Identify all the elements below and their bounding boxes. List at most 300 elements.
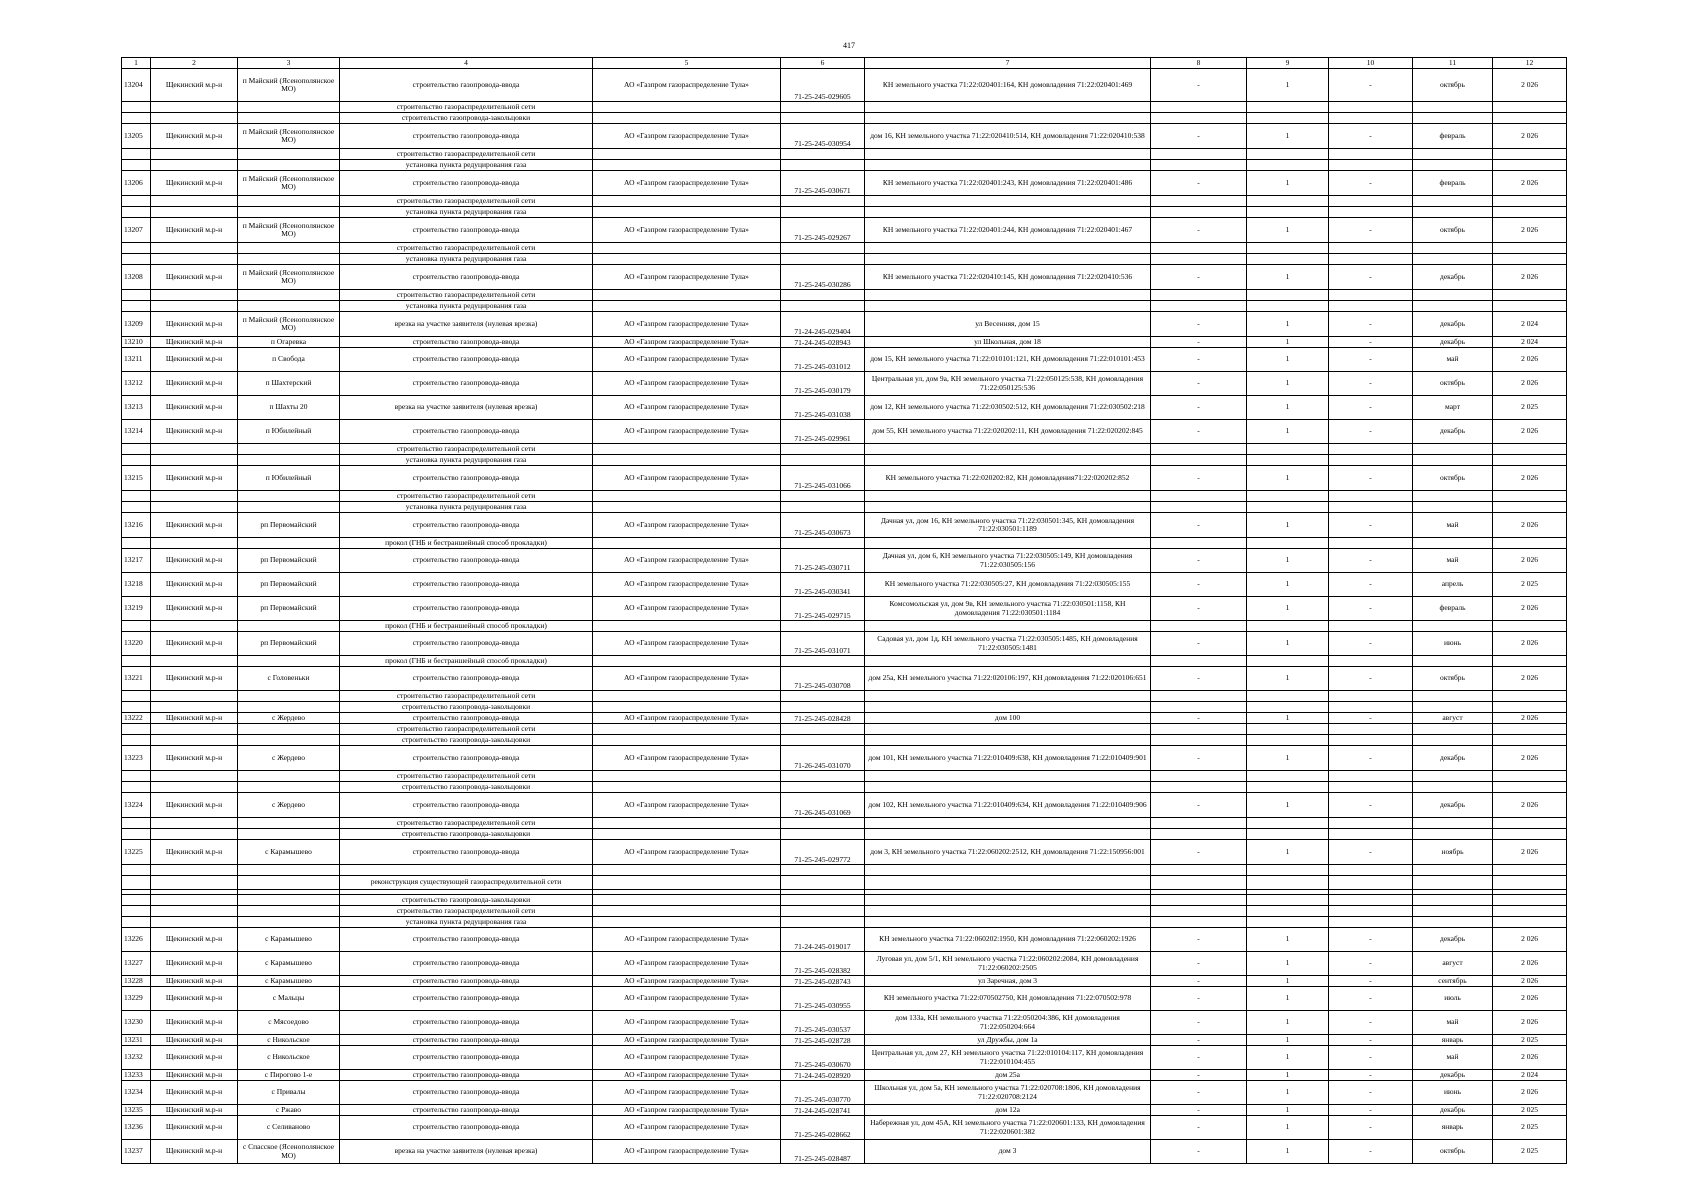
sub-row [122, 243, 1567, 254]
cadastral-code-cell: 71-25-245-030711 [781, 549, 865, 573]
count-cell: 1 [1247, 337, 1329, 348]
col8-cell: - [1151, 265, 1247, 290]
settlement-cell [238, 160, 340, 171]
month-cell: февраль [1413, 124, 1493, 149]
count-cell: 1 [1247, 1116, 1329, 1140]
col8-cell [1151, 876, 1247, 890]
table-row [122, 124, 1567, 149]
sub-row [122, 102, 1567, 113]
address-cell: дом 12а [865, 1105, 1151, 1116]
header-cell: 10 [1329, 58, 1413, 69]
row-number-cell: 13217 [122, 549, 151, 573]
count-cell: 1 [1247, 265, 1329, 290]
settlement-cell [238, 895, 340, 906]
organization-cell [593, 917, 781, 928]
row-number-cell: 13216 [122, 513, 151, 538]
col8-cell [1151, 444, 1247, 455]
year-cell: 2 024 [1493, 337, 1567, 348]
cadastral-code-cell [781, 621, 865, 632]
year-cell [1493, 895, 1567, 906]
district-cell [151, 113, 238, 124]
work-type-cell: установка пункта редуцирования газа [340, 455, 593, 466]
address-cell: ул Дружбы, дом 1а [865, 1035, 1151, 1046]
table-row [122, 597, 1567, 621]
address-cell: дом 25а [865, 1070, 1151, 1081]
year-cell [1493, 502, 1567, 513]
work-type-cell: строительство газопровода-ввода [340, 573, 593, 597]
col10-cell: - [1329, 987, 1413, 1011]
row-number-cell: 13215 [122, 466, 151, 491]
district-cell: Щекинский м.р-н [151, 218, 238, 243]
address-cell [865, 818, 1151, 829]
year-cell [1493, 196, 1567, 207]
district-cell: Щекинский м.р-н [151, 513, 238, 538]
work-type-cell: строительство газопровода-ввода [340, 124, 593, 149]
settlement-cell: п Майский (Ясенополянское МО) [238, 69, 340, 102]
organization-cell: АО «Газпром газораспределение Тула» [593, 312, 781, 337]
sub-row [122, 113, 1567, 124]
table-row [122, 1140, 1567, 1164]
organization-cell: АО «Газпром газораспределение Тула» [593, 573, 781, 597]
settlement-cell [238, 621, 340, 632]
col10-cell [1329, 656, 1413, 667]
col8-cell [1151, 290, 1247, 301]
count-cell: 1 [1247, 1081, 1329, 1105]
month-cell: декабрь [1413, 928, 1493, 952]
organization-cell: АО «Газпром газораспределение Тула» [593, 1105, 781, 1116]
address-cell: Дачная ул, дом 6, КН земельного участка 71:22:030505:149, КН домовладения 71:22:030505:156 [865, 549, 1151, 573]
count-cell [1247, 876, 1329, 890]
settlement-cell: п Шахты 20 [238, 396, 340, 420]
year-cell [1493, 917, 1567, 928]
col10-cell [1329, 691, 1413, 702]
count-cell: 1 [1247, 420, 1329, 444]
month-cell: июнь [1413, 632, 1493, 656]
organization-cell [593, 149, 781, 160]
cadastral-code-cell: 71-25-245-030341 [781, 573, 865, 597]
col8-cell [1151, 818, 1247, 829]
organization-cell [593, 724, 781, 735]
sub-row [122, 254, 1567, 265]
col10-cell [1329, 876, 1413, 890]
col8-cell: - [1151, 171, 1247, 196]
month-cell [1413, 254, 1493, 265]
table-row [122, 1105, 1567, 1116]
month-cell: декабрь [1413, 793, 1493, 818]
col10-cell: - [1329, 420, 1413, 444]
settlement-cell: п Майский (Ясенополянское МО) [238, 312, 340, 337]
col8-cell: - [1151, 124, 1247, 149]
table-row [122, 348, 1567, 372]
cadastral-code-cell [781, 735, 865, 746]
work-type-cell: строительство газопровода-ввода [340, 372, 593, 396]
settlement-cell [238, 876, 340, 890]
address-cell: дом 3 [865, 1140, 1151, 1164]
count-cell: 1 [1247, 928, 1329, 952]
settlement-cell [238, 865, 340, 876]
cadastral-code-cell [781, 656, 865, 667]
count-cell: 1 [1247, 396, 1329, 420]
work-type-cell: строительство газораспределительной сети [340, 691, 593, 702]
year-cell: 2 026 [1493, 420, 1567, 444]
work-type-cell: строительство газопровода-ввода [340, 1011, 593, 1035]
work-type-cell: строительство газораспределительной сети [340, 491, 593, 502]
cadastral-code-cell: 71-25-245-028743 [781, 976, 865, 987]
work-type-cell: строительство газораспределительной сети [340, 149, 593, 160]
month-cell [1413, 895, 1493, 906]
settlement-cell [238, 243, 340, 254]
col8-cell [1151, 455, 1247, 466]
month-cell: май [1413, 1046, 1493, 1070]
col10-cell: - [1329, 632, 1413, 656]
row-number-cell [122, 865, 151, 876]
work-type-cell: строительство газопровода-ввода [340, 597, 593, 621]
cadastral-code-cell [781, 917, 865, 928]
district-cell [151, 207, 238, 218]
organization-cell [593, 254, 781, 265]
count-cell: 1 [1247, 952, 1329, 976]
year-cell [1493, 243, 1567, 254]
address-cell [865, 455, 1151, 466]
row-number-cell: 13204 [122, 69, 151, 102]
month-cell [1413, 656, 1493, 667]
cadastral-code-cell [781, 829, 865, 840]
col10-cell [1329, 865, 1413, 876]
col10-cell: - [1329, 218, 1413, 243]
work-type-cell: врезка на участке заявителя (нулевая врезка) [340, 312, 593, 337]
address-cell: дом 100 [865, 713, 1151, 724]
address-cell [865, 782, 1151, 793]
month-cell: июль [1413, 987, 1493, 1011]
work-type-cell: строительство газопровода-ввода [340, 1081, 593, 1105]
header-cell: 8 [1151, 58, 1247, 69]
row-number-cell: 13206 [122, 171, 151, 196]
cadastral-code-cell: 71-25-245-028428 [781, 713, 865, 724]
year-cell: 2 025 [1493, 1035, 1567, 1046]
district-cell: Щекинский м.р-н [151, 952, 238, 976]
col10-cell [1329, 771, 1413, 782]
year-cell [1493, 301, 1567, 312]
row-number-cell [122, 113, 151, 124]
settlement-cell: п Майский (Ясенополянское МО) [238, 265, 340, 290]
year-cell: 2 026 [1493, 632, 1567, 656]
settlement-cell: с Карамышево [238, 840, 340, 865]
month-cell: апрель [1413, 573, 1493, 597]
month-cell: октябрь [1413, 372, 1493, 396]
organization-cell [593, 691, 781, 702]
month-cell: декабрь [1413, 1105, 1493, 1116]
district-cell [151, 290, 238, 301]
settlement-cell: с Карамышево [238, 952, 340, 976]
col8-cell [1151, 254, 1247, 265]
row-number-cell [122, 917, 151, 928]
organization-cell [593, 502, 781, 513]
table-row [122, 928, 1567, 952]
col10-cell: - [1329, 840, 1413, 865]
count-cell [1247, 735, 1329, 746]
col8-cell [1151, 782, 1247, 793]
col10-cell [1329, 895, 1413, 906]
col8-cell: - [1151, 713, 1247, 724]
col8-cell: - [1151, 513, 1247, 538]
organization-cell [593, 818, 781, 829]
sub-row [122, 196, 1567, 207]
address-cell: дом 16, КН земельного участка 71:22:020410:514, КН домовладения 71:22:020410:538 [865, 124, 1151, 149]
year-cell [1493, 818, 1567, 829]
year-cell: 2 024 [1493, 312, 1567, 337]
cadastral-code-cell: 71-25-245-031071 [781, 632, 865, 656]
month-cell [1413, 782, 1493, 793]
row-number-cell: 13224 [122, 793, 151, 818]
count-cell: 1 [1247, 976, 1329, 987]
district-cell: Щекинский м.р-н [151, 69, 238, 102]
row-number-cell [122, 876, 151, 890]
month-cell: ноябрь [1413, 840, 1493, 865]
settlement-cell [238, 102, 340, 113]
row-number-cell: 13225 [122, 840, 151, 865]
count-cell [1247, 829, 1329, 840]
district-cell [151, 895, 238, 906]
organization-cell: АО «Газпром газораспределение Тула» [593, 171, 781, 196]
organization-cell: АО «Газпром газораспределение Тула» [593, 1140, 781, 1164]
cadastral-code-cell: 71-24-245-028943 [781, 337, 865, 348]
year-cell: 2 026 [1493, 667, 1567, 691]
year-cell [1493, 491, 1567, 502]
count-cell: 1 [1247, 746, 1329, 771]
month-cell [1413, 917, 1493, 928]
month-cell: август [1413, 713, 1493, 724]
cadastral-code-cell: 71-25-245-029715 [781, 597, 865, 621]
work-type-cell: строительство газораспределительной сети [340, 444, 593, 455]
year-cell [1493, 444, 1567, 455]
col8-cell: - [1151, 348, 1247, 372]
address-cell: КН земельного участка 71:22:070502750, КН домовладения 71:22:070502:978 [865, 987, 1151, 1011]
cadastral-code-cell: 71-25-245-030671 [781, 171, 865, 196]
work-type-cell: строительство газопровода-ввода [340, 1046, 593, 1070]
address-cell: КН земельного участка 71:22:060202:1950, КН домовладения 71:22:060202:1926 [865, 928, 1151, 952]
organization-cell [593, 865, 781, 876]
organization-cell [593, 771, 781, 782]
work-type-cell: установка пункта редуцирования газа [340, 254, 593, 265]
address-cell: Школьная ул, дом 5а, КН земельного участка 71:22:020708:1806, КН домовладения 71:22:020708:2124 [865, 1081, 1151, 1105]
col8-cell: - [1151, 372, 1247, 396]
sub-row [122, 735, 1567, 746]
cadastral-code-cell: 71-25-245-031038 [781, 396, 865, 420]
cadastral-code-cell: 71-25-245-029267 [781, 218, 865, 243]
district-cell: Щекинский м.р-н [151, 987, 238, 1011]
work-type-cell: строительство газопровода-ввода [340, 667, 593, 691]
count-cell: 1 [1247, 840, 1329, 865]
month-cell: декабрь [1413, 265, 1493, 290]
year-cell [1493, 207, 1567, 218]
address-cell: Дачная ул, дом 16, КН земельного участка 71:22:030501:345, КН домовладения 71:22:030501:1189 [865, 513, 1151, 538]
district-cell [151, 243, 238, 254]
organization-cell: АО «Газпром газораспределение Тула» [593, 840, 781, 865]
address-cell: КН земельного участка 71:22:020401:244, КН домовладения 71:22:020401:467 [865, 218, 1151, 243]
district-cell: Щекинский м.р-н [151, 713, 238, 724]
year-cell [1493, 782, 1567, 793]
address-cell [865, 207, 1151, 218]
table-row [122, 1035, 1567, 1046]
col8-cell: - [1151, 1011, 1247, 1035]
year-cell: 2 026 [1493, 171, 1567, 196]
address-cell [865, 735, 1151, 746]
row-number-cell: 13212 [122, 372, 151, 396]
year-cell: 2 026 [1493, 928, 1567, 952]
count-cell [1247, 196, 1329, 207]
address-cell: дом 15, КН земельного участка 71:22:010101:121, КН домовладения 71:22:010101:453 [865, 348, 1151, 372]
count-cell [1247, 917, 1329, 928]
count-cell [1247, 906, 1329, 917]
cadastral-code-cell: 71-25-245-030708 [781, 667, 865, 691]
row-number-cell: 13232 [122, 1046, 151, 1070]
year-cell: 2 026 [1493, 124, 1567, 149]
cadastral-code-cell [781, 502, 865, 513]
count-cell [1247, 782, 1329, 793]
col8-cell: - [1151, 420, 1247, 444]
sub-row [122, 906, 1567, 917]
col8-cell: - [1151, 1140, 1247, 1164]
row-number-cell: 13218 [122, 573, 151, 597]
year-cell: 2 026 [1493, 597, 1567, 621]
col8-cell [1151, 656, 1247, 667]
sub-row [122, 702, 1567, 713]
col10-cell [1329, 113, 1413, 124]
work-type-cell: строительство газопровода-ввода [340, 218, 593, 243]
month-cell: май [1413, 348, 1493, 372]
col8-cell: - [1151, 69, 1247, 102]
col10-cell: - [1329, 667, 1413, 691]
work-type-cell: врезка на участке заявителя (нулевая врезка) [340, 1140, 593, 1164]
cadastral-code-cell [781, 243, 865, 254]
month-cell [1413, 829, 1493, 840]
year-cell: 2 026 [1493, 976, 1567, 987]
settlement-cell: с Ржаво [238, 1105, 340, 1116]
col8-cell: - [1151, 976, 1247, 987]
work-type-cell: строительство газораспределительной сети [340, 906, 593, 917]
header-cell: 3 [238, 58, 340, 69]
count-cell: 1 [1247, 1105, 1329, 1116]
col8-cell: - [1151, 1046, 1247, 1070]
table-body [122, 58, 1567, 1164]
count-cell: 1 [1247, 667, 1329, 691]
month-cell [1413, 691, 1493, 702]
cadastral-code-cell: 71-25-245-029772 [781, 840, 865, 865]
month-cell: январь [1413, 1116, 1493, 1140]
address-cell: КН земельного участка 71:22:020401:243, КН домовладения 71:22:020401:486 [865, 171, 1151, 196]
cadastral-code-cell [781, 455, 865, 466]
row-number-cell [122, 444, 151, 455]
district-cell: Щекинский м.р-н [151, 1105, 238, 1116]
district-cell [151, 735, 238, 746]
count-cell: 1 [1247, 1070, 1329, 1081]
table-row [122, 171, 1567, 196]
col8-cell: - [1151, 218, 1247, 243]
count-cell [1247, 621, 1329, 632]
district-cell: Щекинский м.р-н [151, 573, 238, 597]
col10-cell: - [1329, 372, 1413, 396]
address-cell [865, 196, 1151, 207]
col8-cell [1151, 538, 1247, 549]
row-number-cell [122, 502, 151, 513]
district-cell: Щекинский м.р-н [151, 1081, 238, 1105]
table-row [122, 513, 1567, 538]
cadastral-code-cell: 71-25-245-030955 [781, 987, 865, 1011]
year-cell: 2 026 [1493, 466, 1567, 491]
settlement-cell [238, 771, 340, 782]
organization-cell: АО «Газпром газораспределение Тула» [593, 265, 781, 290]
district-cell [151, 491, 238, 502]
organization-cell: АО «Газпром газораспределение Тула» [593, 218, 781, 243]
year-cell [1493, 149, 1567, 160]
col8-cell [1151, 895, 1247, 906]
month-cell [1413, 301, 1493, 312]
month-cell [1413, 621, 1493, 632]
settlement-cell: п Свобода [238, 348, 340, 372]
row-number-cell: 13209 [122, 312, 151, 337]
col8-cell: - [1151, 1070, 1247, 1081]
cadastral-code-cell [781, 444, 865, 455]
organization-cell: АО «Газпром газораспределение Тула» [593, 1035, 781, 1046]
row-number-cell [122, 491, 151, 502]
sub-row [122, 160, 1567, 171]
district-cell [151, 691, 238, 702]
month-cell: октябрь [1413, 466, 1493, 491]
year-cell: 2 026 [1493, 513, 1567, 538]
sub-row [122, 876, 1567, 890]
sub-row [122, 207, 1567, 218]
col10-cell [1329, 818, 1413, 829]
cadastral-code-cell: 71-25-245-030954 [781, 124, 865, 149]
settlement-cell [238, 491, 340, 502]
cadastral-code-cell: 71-25-245-028382 [781, 952, 865, 976]
register-table [121, 57, 1567, 1164]
row-number-cell: 13213 [122, 396, 151, 420]
district-cell [151, 724, 238, 735]
address-cell [865, 113, 1151, 124]
work-type-cell: прокол (ГНБ и бестраншейный способ прокладки) [340, 656, 593, 667]
year-cell [1493, 160, 1567, 171]
col8-cell: - [1151, 1116, 1247, 1140]
count-cell [1247, 444, 1329, 455]
col8-cell [1151, 865, 1247, 876]
table-row [122, 218, 1567, 243]
col8-cell: - [1151, 793, 1247, 818]
settlement-cell [238, 207, 340, 218]
col10-cell [1329, 149, 1413, 160]
organization-cell: АО «Газпром газораспределение Тула» [593, 396, 781, 420]
col10-cell: - [1329, 513, 1413, 538]
organization-cell [593, 906, 781, 917]
address-cell: ул Весенняя, дом 15 [865, 312, 1151, 337]
year-cell: 2 026 [1493, 713, 1567, 724]
count-cell: 1 [1247, 348, 1329, 372]
table-row [122, 1011, 1567, 1035]
work-type-cell: строительство газопровода-ввода [340, 171, 593, 196]
address-cell [865, 829, 1151, 840]
address-cell [865, 876, 1151, 890]
col8-cell [1151, 829, 1247, 840]
header-cell: 7 [865, 58, 1151, 69]
row-number-cell: 13205 [122, 124, 151, 149]
year-cell [1493, 254, 1567, 265]
month-cell: январь [1413, 1035, 1493, 1046]
header-cell: 4 [340, 58, 593, 69]
col8-cell: - [1151, 952, 1247, 976]
table-row [122, 952, 1567, 976]
month-cell: декабрь [1413, 420, 1493, 444]
col8-cell [1151, 724, 1247, 735]
